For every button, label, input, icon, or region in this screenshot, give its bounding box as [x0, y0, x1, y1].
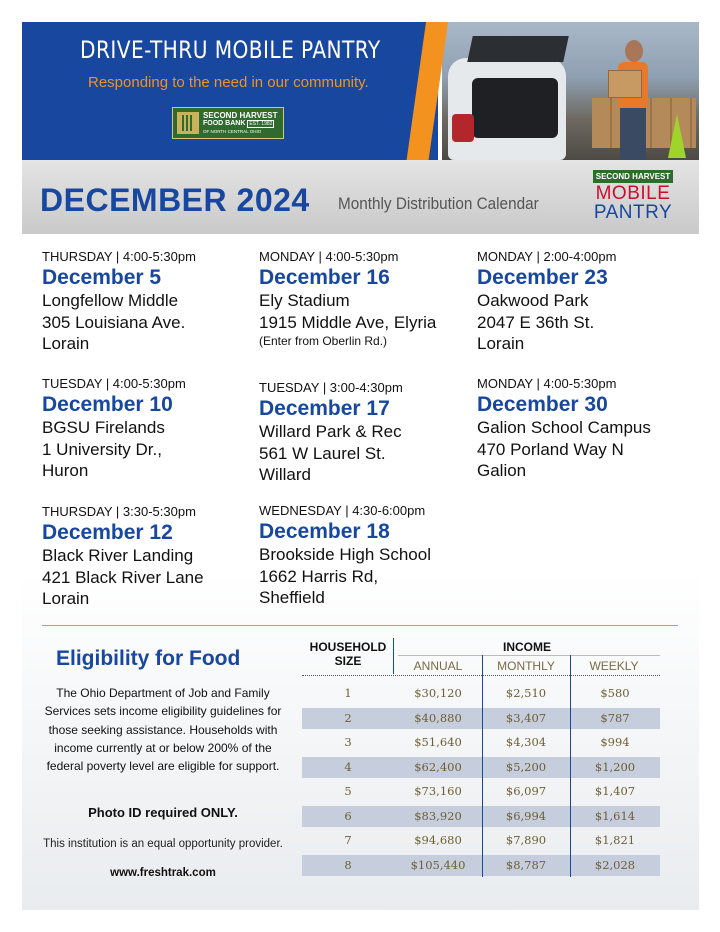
event-location: Longfellow Middle: [42, 291, 179, 310]
table-row: [302, 830, 660, 851]
month-band: [22, 160, 699, 234]
monthly-cell: $4,304: [505, 735, 547, 749]
second-harvest-logo: [172, 107, 284, 139]
event-date: December 30: [477, 393, 608, 416]
annual-cell: $94,680: [414, 833, 462, 847]
monthly-cell: $6,994: [505, 809, 547, 823]
household-size-cell: 5: [344, 784, 352, 798]
event-location: Galion School Campus: [477, 418, 651, 437]
household-size-cell: 7: [344, 833, 352, 847]
event-day-time: THURSDAY | 4:00-5:30pm: [42, 249, 196, 264]
event-address: 1662 Harris Rd,: [259, 566, 379, 586]
monthly-cell: $2,510: [505, 686, 547, 700]
mobile-pantry-logo-pantry: PANTRY: [593, 202, 673, 223]
event-dec-23: [477, 249, 692, 355]
table-row: [302, 732, 660, 753]
event-day-time: MONDAY | 4:00-5:30pm: [477, 376, 617, 391]
event-dec-12: [42, 504, 257, 610]
income-header-rule: [398, 655, 660, 656]
event-date: December 23: [477, 266, 608, 289]
income-header: INCOME: [503, 640, 551, 654]
banner-title: DRIVE-THRU MOBILE PANTRY: [80, 36, 381, 64]
event-dec-30: [477, 376, 692, 482]
event-dec-10: [42, 376, 257, 482]
event-city: Galion: [477, 461, 527, 480]
traffic-cone: [668, 114, 686, 158]
household-size-cell: 2: [344, 711, 352, 725]
weekly-column-header: WEEKLY: [589, 659, 639, 673]
annual-cell: $73,160: [414, 784, 462, 798]
weekly-cell: $580: [600, 686, 630, 700]
event-address: 1915 Middle Ave, Elyria: [259, 312, 437, 332]
freshtrak-link[interactable]: www.freshtrak.com: [110, 867, 216, 879]
event-dec-5: [42, 249, 257, 355]
event-city: Lorain: [42, 589, 90, 608]
car-trunk-lid: [467, 36, 569, 62]
monthly-cell: $5,200: [505, 760, 547, 774]
event-date: December 10: [42, 393, 173, 416]
event-location: Black River Landing: [42, 546, 194, 565]
volunteer-legs: [620, 108, 646, 160]
event-address: 2047 E 36th St.: [477, 312, 595, 332]
logo-est: EST. 1982: [249, 121, 273, 127]
mobile-pantry-logo-top: SECOND HARVEST: [593, 170, 673, 183]
carried-box: [608, 70, 642, 98]
table-row: [302, 708, 660, 729]
month-title: DECEMBER 2024: [40, 182, 310, 218]
event-dec-18: [259, 503, 474, 609]
household-size-header: HOUSEHOLD SIZE: [309, 640, 387, 668]
weekly-cell: $1,821: [594, 833, 636, 847]
table-row: [302, 806, 660, 827]
banner-tagline: Responding to the need in our community.: [88, 74, 369, 91]
weekly-cell: $1,614: [594, 809, 636, 823]
event-city: Sheffield: [259, 588, 325, 607]
annual-cell: $30,120: [414, 686, 462, 700]
table-row: [302, 781, 660, 802]
event-day-time: TUESDAY | 4:00-5:30pm: [42, 376, 186, 391]
event-dec-17: [259, 380, 474, 486]
event-city: Huron: [42, 461, 89, 480]
event-address: 305 Louisiana Ave.: [42, 312, 186, 332]
event-day-time: TUESDAY | 3:00-4:30pm: [259, 380, 403, 395]
event-city: Lorain: [42, 334, 90, 353]
annual-cell: $62,400: [414, 760, 462, 774]
monthly-cell: $3,407: [505, 711, 547, 725]
event-date: December 16: [259, 266, 390, 289]
weekly-cell: $787: [600, 711, 630, 725]
wheat-icon: [177, 112, 199, 134]
event-location: Willard Park & Rec: [259, 422, 402, 441]
household-size-cell: 1: [344, 686, 352, 700]
household-size-cell: 4: [344, 760, 352, 774]
event-day-time: MONDAY | 2:00-4:00pm: [477, 249, 617, 264]
household-size-cell: 8: [344, 858, 352, 872]
logo-line-1: SECOND HARVEST: [203, 111, 278, 120]
car-taillight: [452, 114, 474, 142]
monthly-cell: $6,097: [505, 784, 547, 798]
event-note: (Enter from Oberlin Rd.): [259, 334, 388, 348]
calendar-subtitle: Monthly Distribution Calendar: [338, 194, 539, 213]
event-date: December 12: [42, 521, 173, 544]
mobile-pantry-logo: [593, 170, 673, 228]
event-address: 470 Porland Way N: [477, 439, 624, 459]
flyer-page: [22, 22, 699, 910]
eligibility-title: Eligibility for Food: [56, 647, 241, 670]
mobile-pantry-logo-mobile: MOBILE: [595, 183, 671, 204]
annual-cell: $40,880: [414, 711, 462, 725]
monthly-cell: $7,890: [505, 833, 547, 847]
event-address: 561 W Laurel St.: [259, 443, 386, 463]
volunteer-head: [625, 40, 643, 62]
weekly-cell: $1,407: [594, 784, 636, 798]
event-location: Ely Stadium: [259, 291, 350, 310]
event-location: BGSU Firelands: [42, 418, 165, 437]
logo-line-2: FOOD BANK EST. 1982: [203, 120, 273, 127]
column-separator: [482, 655, 483, 877]
table-row: [302, 683, 660, 704]
annual-cell: $83,920: [414, 809, 462, 823]
table-row: [302, 757, 660, 778]
weekly-cell: $994: [600, 735, 630, 749]
weekly-cell: $1,200: [594, 760, 636, 774]
event-address: 421 Black River Lane: [42, 567, 204, 587]
event-city: Lorain: [477, 334, 525, 353]
column-separator: [570, 655, 571, 877]
eligibility-description: The Ohio Department of Job and Family Services sets income eligibility guidelines for those seeking assistance. Households with income currently at or below 200% of the federal poverty level are eligible for support.: [44, 686, 282, 774]
monthly-cell: $8,787: [505, 858, 547, 872]
monthly-column-header: MONTHLY: [497, 659, 555, 673]
annual-cell: $51,640: [414, 735, 462, 749]
event-location: Oakwood Park: [477, 291, 589, 310]
header-dotted-rule: [302, 675, 660, 676]
household-size-cell: 6: [344, 809, 352, 823]
event-day-time: THURSDAY | 3:30-5:30pm: [42, 504, 196, 519]
event-day-time: WEDNESDAY | 4:30-6:00pm: [259, 503, 426, 518]
banner-photo: [442, 22, 699, 160]
header-banner: [22, 22, 699, 160]
event-date: December 5: [42, 266, 162, 289]
event-address: 1 University Dr.,: [42, 439, 162, 459]
weekly-cell: $2,028: [594, 858, 636, 872]
annual-cell: $105,440: [410, 858, 466, 872]
event-location: Brookside High School: [259, 545, 431, 564]
event-city: Willard: [259, 465, 311, 484]
logo-line-3: OF NORTH CENTRAL OHIO: [203, 129, 262, 134]
photo-id-notice: Photo ID required ONLY.: [88, 805, 238, 820]
equal-opportunity-statement: This institution is an equal opportunity provider.: [43, 838, 283, 850]
annual-column-header: ANNUAL: [413, 659, 463, 673]
event-day-time: MONDAY | 4:00-5:30pm: [259, 249, 399, 264]
table-row: [302, 855, 660, 876]
car-trunk: [472, 78, 558, 138]
household-size-cell: 3: [344, 735, 352, 749]
event-date: December 17: [259, 397, 390, 420]
event-dec-16: [259, 249, 474, 349]
event-date: December 18: [259, 520, 390, 543]
section-divider: [42, 625, 678, 626]
